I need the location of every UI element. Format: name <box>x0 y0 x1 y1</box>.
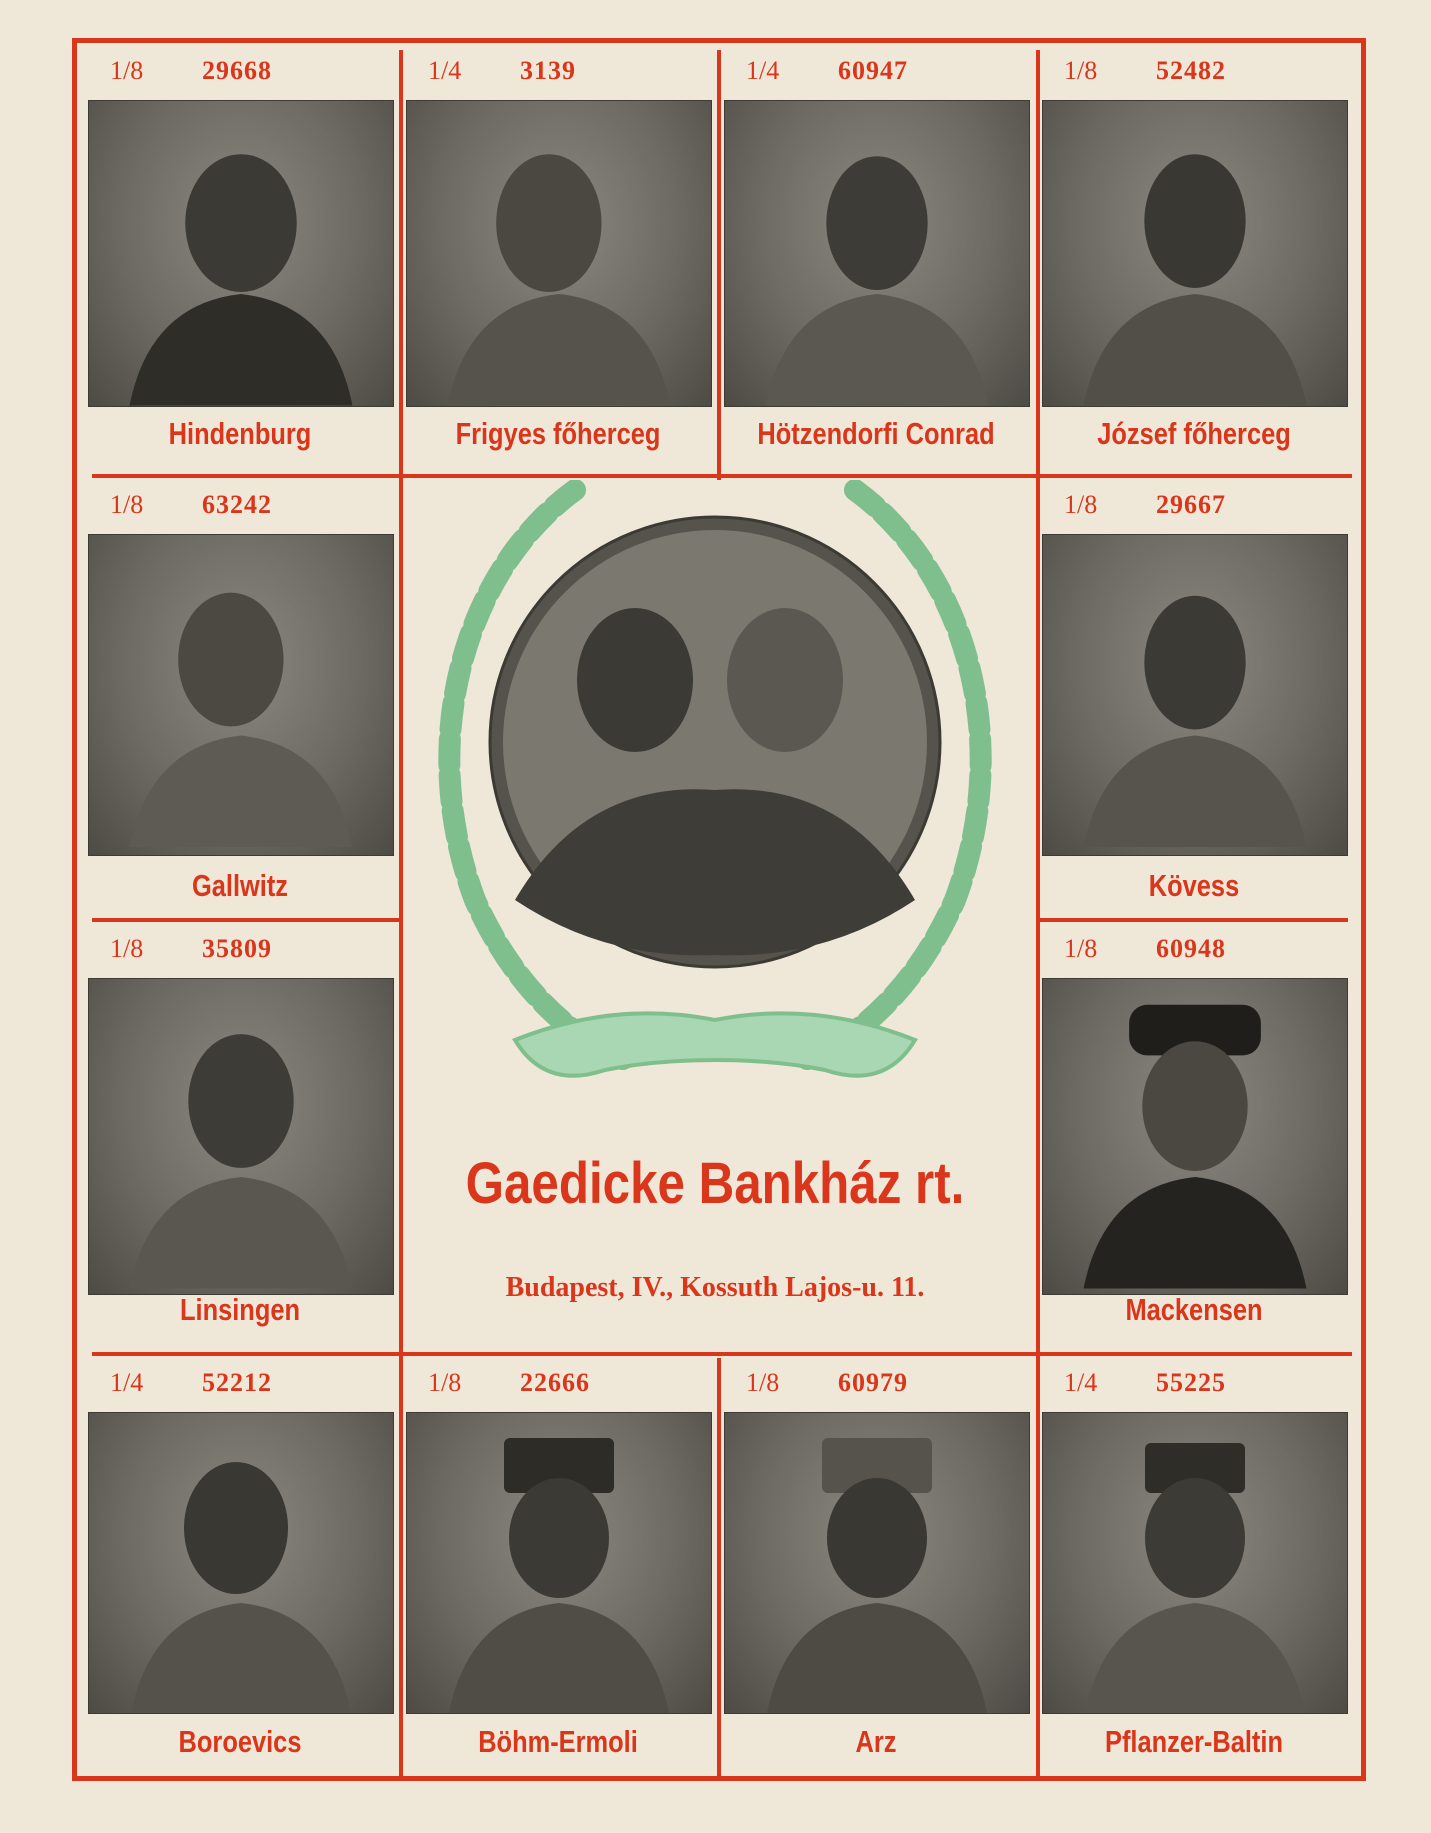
ticket-fraction: 1/8 <box>110 934 144 963</box>
portrait-photo <box>1042 100 1348 407</box>
ticket-fraction: 1/4 <box>746 56 780 85</box>
ticket-fraction: 1/8 <box>746 1368 780 1397</box>
ticket-number: 55225 <box>1156 1368 1226 1397</box>
ticket-number: 35809 <box>202 934 272 963</box>
ticket-fraction: 1/4 <box>1064 1368 1098 1397</box>
ticket-fraction: 1/4 <box>428 56 462 85</box>
general-name: József főherceg <box>1097 416 1291 451</box>
ticket-number: 3139 <box>520 56 576 85</box>
portrait-photo <box>1042 978 1348 1295</box>
portrait-photo <box>1042 1412 1348 1714</box>
portrait-cell-linsingen <box>80 922 400 1352</box>
portrait-cell-bohm-ermoli <box>398 1356 718 1776</box>
general-name: Arz <box>855 1724 897 1759</box>
ticket-fraction: 1/4 <box>110 1368 144 1397</box>
ticket-number: 60979 <box>838 1368 908 1397</box>
frame-top <box>72 38 1366 43</box>
laurel-wreath-medallion <box>405 480 1025 1120</box>
ticket-number: 60948 <box>1156 934 1226 963</box>
general-name: Pflanzer-Baltin <box>1105 1724 1283 1759</box>
portrait-photo <box>724 100 1030 407</box>
ticket-number: 22666 <box>520 1368 590 1397</box>
portrait-photo <box>88 100 394 407</box>
portrait-cell-kovess <box>1034 478 1354 918</box>
portrait-cell-boroevics <box>80 1356 400 1776</box>
ticket-number: 29667 <box>1156 490 1226 519</box>
general-name: Frigyes főherceg <box>455 416 661 451</box>
ticket-number: 63242 <box>202 490 272 519</box>
portrait-cell-jozsef <box>1034 44 1354 474</box>
portrait-cell-frigyes <box>398 44 718 474</box>
general-name: Gallwitz <box>191 868 289 903</box>
ticket-fraction: 1/8 <box>110 490 144 519</box>
ticket-fraction: 1/8 <box>1064 934 1098 963</box>
frame-bottom <box>72 1776 1366 1781</box>
portrait-photo <box>88 978 394 1295</box>
medallion-figure-right <box>727 608 843 752</box>
medallion-figure-left <box>577 608 693 752</box>
portrait-photo <box>406 100 712 407</box>
general-name: Hindenburg <box>168 416 312 451</box>
portrait-cell-mackensen <box>1034 922 1354 1352</box>
general-name: Linsingen <box>179 1292 301 1327</box>
frame-right <box>1361 38 1366 1781</box>
portrait-photo <box>88 1412 394 1714</box>
bank-address: Budapest, IV., Kossuth Lajos-u. 11. <box>505 1272 925 1303</box>
portrait-cell-arz <box>716 1356 1036 1776</box>
ticket-fraction: 1/8 <box>110 56 144 85</box>
portrait-photo <box>724 1412 1030 1714</box>
portrait-photo <box>1042 534 1348 856</box>
ticket-fraction: 1/8 <box>428 1368 462 1397</box>
ticket-number: 52482 <box>1156 56 1226 85</box>
ticket-number: 29668 <box>202 56 272 85</box>
ticket-number: 60947 <box>838 56 908 85</box>
portrait-cell-hindenburg <box>80 44 400 474</box>
bank-name-title: Gaedicke Bankház rt. <box>465 1151 965 1216</box>
portrait-photo <box>88 534 394 856</box>
ticket-number: 52212 <box>202 1368 272 1397</box>
frame-left <box>72 38 77 1781</box>
portrait-cell-conrad <box>716 44 1036 474</box>
general-name: Mackensen <box>1125 1292 1263 1327</box>
general-name: Hötzendorfi Conrad <box>757 416 995 451</box>
portrait-photo <box>406 1412 712 1714</box>
ticket-fraction: 1/8 <box>1064 56 1098 85</box>
general-name: Boroevics <box>178 1724 302 1759</box>
general-name: Böhm-Ermoli <box>478 1724 638 1759</box>
ticket-fraction: 1/8 <box>1064 490 1098 519</box>
general-name: Kövess <box>1148 868 1240 903</box>
wreath-ribbon <box>515 1013 915 1075</box>
portrait-cell-pflanzer-baltin <box>1034 1356 1354 1776</box>
portrait-cell-gallwitz <box>80 478 400 918</box>
